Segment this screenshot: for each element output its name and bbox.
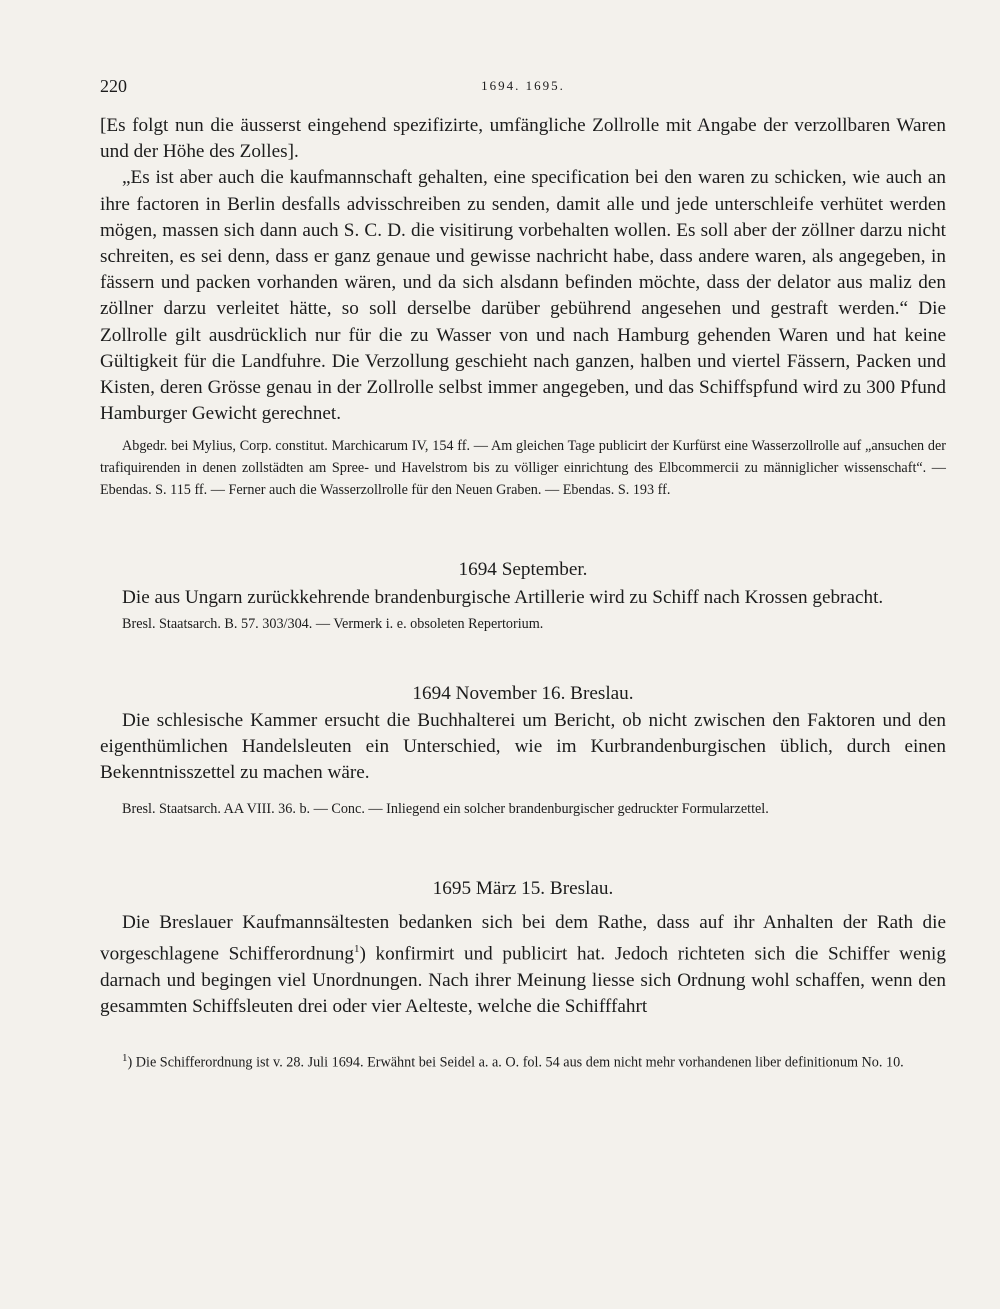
paragraph-zollrolle: „Es ist aber auch die kaufmannschaft gehalten, eine specification bei den waren zu schicken, wie auch an ihre factoren in Berlin desfalls advisschreiben zu senden, damit alle und jede unterschleife verhütet werden mögen, massen sich dann auch S. C. D. die visitirung vorbehalten wollen. Es soll aber der zöllner darzu nicht schreiten, es sei denn, dass er ganz genaue und gewisse nachricht habe, dass andere waren, als angegeben, in fässern und packen vorhanden wären, und da sich alsdann befinden möchte, dass der delator aus maliz den zöllner darzu verleitet hätte, so soll derselbe darüber gebührend angesehen und gestraft werden.“ Die Zollrolle gilt ausdrücklich nur für die zu Wasser von und nach Hamburg gehenden Waren und hat keine Gültigkeit für die Landfuhre. Die Verzollung geschieht nach ganzen, halben und viertel Fässern, Packen und Kisten, deren Grösse genau in der Zollrolle selbst immer angegeben, und das Schiffspfund wird zu 300 Pfund Hamburger Gewicht gerechnet. [100,167,946,425]
source-note-3: Bresl. Staatsarch. AA VIII. 36. b. — Conc. — Inliegend ein solcher brandenburgischer gedruckter Formularzettel. [122,801,769,818]
document-page [100,60,946,1073]
date-heading-1694-september: 1694 September. [458,559,588,581]
source-note-2: Bresl. Staatsarch. B. 57. 303/304. — Vermerk i. e. obsoleten Repertorium. [122,615,544,632]
running-head: 1694. 1695. [481,78,565,93]
footnote [100,1048,946,1073]
paragraph-text-part-1: Die Breslauer Kaufmannsältesten bedanken sich bei dem Rathe, dass auf ihr Anhalten der Rath die vorgeschlagene Schifferordnung [100,912,946,965]
footnote-mark: 1 [122,1052,128,1065]
page-number: 220 [100,76,127,96]
footnote-text: ) Die Schifferordnung ist v. 28. Juli 1694. Erwähnt bei Seidel a. a. O. fol. 54 aus dem nicht mehr vorhandenen liber definitionum No. 10. [127,1055,904,1072]
page-header [100,60,946,104]
paragraph-kammer: Die schlesische Kammer ersucht die Buchhalterei um Bericht, ob nicht zwischen den Faktoren und den eigenthümlichen Handelsleuten ein Unterschied, wie im Kurbrandenburgischen üblich, durch einen Bekenntnisszettel zu machen wäre. [100,709,946,784]
date-heading-1694-november: 1694 November 16. Breslau. [412,682,634,704]
paragraph-artillerie: Die aus Ungarn zurückkehrende brandenburgische Artillerie wird zu Schiff nach Krossen gebracht. [122,587,884,609]
paragraph-kaufmannsaeltesten [100,910,946,1020]
bracket-note: [Es folgt nun die äusserst eingehend spezifizirte, umfängliche Zollrolle mit Angabe der verzollbaren Waren und der Höhe des Zolles]. [100,115,946,163]
date-heading-1695-maerz: 1695 März 15. Breslau. [432,878,614,900]
footnote-reference: 1 [354,943,360,956]
paragraph-text-part-2: ) konfirmirt und publicirt hat. Jedoch richteten sich die Schiffer wenig darnach und begingen viel Unordnungen. Nach ihrer Meinung liesse sich Ordnung wohl schaffen, wenn den gesammten Schiffsleuten drei oder vier Aelteste, welche die Schifffahrt [100,943,946,1018]
source-note-1: Abgedr. bei Mylius, Corp. constitut. Marchicarum IV, 154 ff. — Am gleichen Tage publicirt der Kurfürst eine Wasserzollrolle auf „ansuchen der trafiquirenden in denen zollstädten am Spree- und Havelstrom bis zu völliger einrichtung des Elbcommercii zu männiglicher wissenschaft“. — Ebendas. S. 115 ff. — Ferner auch die Wasserzollrolle für den Neuen Graben. — Ebendas. S. 193 ff. [100,438,946,499]
